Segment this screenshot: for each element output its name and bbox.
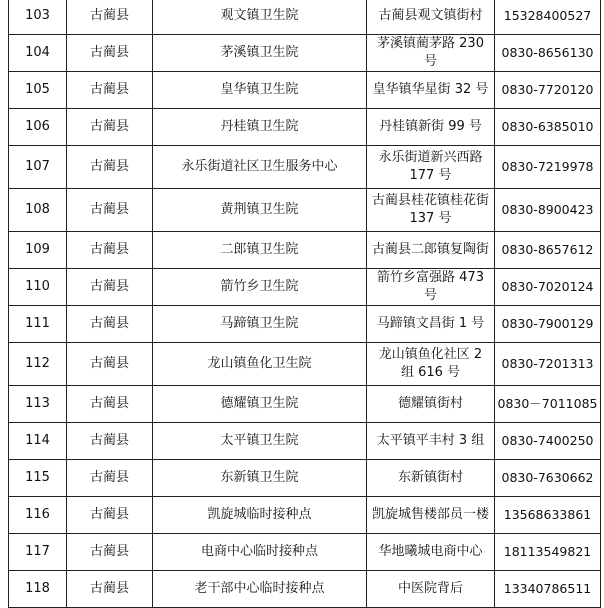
address-cell: 丹桂镇新街 99 号 [367, 109, 495, 146]
table-row [9, 386, 601, 423]
phone-cell: 13340786511 [495, 571, 601, 608]
row-number-cell: 105 [9, 72, 67, 109]
table-row [9, 423, 601, 460]
address-cell: 凯旋城售楼部员一楼 [367, 497, 495, 534]
site-name-cell: 茅溪镇卫生院 [153, 35, 367, 72]
table-row [9, 35, 601, 72]
county-cell: 古蔺县 [67, 232, 153, 269]
phone-cell: 0830-7020124 [495, 269, 601, 306]
county-cell: 古蔺县 [67, 571, 153, 608]
table-row [9, 534, 601, 571]
county-cell: 古蔺县 [67, 109, 153, 146]
phone-cell: 0830-7201313 [495, 343, 601, 386]
county-cell: 古蔺县 [67, 72, 153, 109]
county-cell: 古蔺县 [67, 423, 153, 460]
phone-cell: 0830-7219978 [495, 146, 601, 189]
county-cell: 古蔺县 [67, 269, 153, 306]
phone-cell: 0830-6385010 [495, 109, 601, 146]
county-cell: 古蔺县 [67, 497, 153, 534]
address-cell: 龙山镇鱼化社区 2 组 616 号 [367, 343, 495, 386]
address-cell: 马蹄镇文昌街 1 号 [367, 306, 495, 343]
row-number-cell: 114 [9, 423, 67, 460]
phone-cell: 13568633861 [495, 497, 601, 534]
table-row [9, 232, 601, 269]
row-number-cell: 112 [9, 343, 67, 386]
row-number-cell: 118 [9, 571, 67, 608]
row-number-cell: 113 [9, 386, 67, 423]
phone-cell: 15328400527 [495, 0, 601, 35]
address-cell: 茅溪镇蔺茅路 230 号 [367, 35, 495, 72]
phone-cell: 0830-8900423 [495, 189, 601, 232]
table-row [9, 189, 601, 232]
site-name-cell: 龙山镇鱼化卫生院 [153, 343, 367, 386]
table-row [9, 460, 601, 497]
row-number-cell: 109 [9, 232, 67, 269]
address-cell: 箭竹乡富强路 473 号 [367, 269, 495, 306]
row-number-cell: 106 [9, 109, 67, 146]
county-cell: 古蔺县 [67, 343, 153, 386]
site-name-cell: 德耀镇卫生院 [153, 386, 367, 423]
site-name-cell: 皇华镇卫生院 [153, 72, 367, 109]
site-name-cell: 马蹄镇卫生院 [153, 306, 367, 343]
site-name-cell: 太平镇卫生院 [153, 423, 367, 460]
phone-cell: 0830-8657612 [495, 232, 601, 269]
table-body [9, 0, 601, 608]
address-cell: 古蔺县桂花镇桂花街 137 号 [367, 189, 495, 232]
county-cell: 古蔺县 [67, 386, 153, 423]
table-row [9, 571, 601, 608]
site-name-cell: 二郎镇卫生院 [153, 232, 367, 269]
row-number-cell: 115 [9, 460, 67, 497]
address-cell: 古蔺县二郎镇复陶街 [367, 232, 495, 269]
county-cell: 古蔺县 [67, 189, 153, 232]
county-cell: 古蔺县 [67, 35, 153, 72]
address-cell: 永乐街道新兴西路 177 号 [367, 146, 495, 189]
table-row [9, 343, 601, 386]
site-name-cell: 东新镇卫生院 [153, 460, 367, 497]
county-cell: 古蔺县 [67, 0, 153, 35]
row-number-cell: 104 [9, 35, 67, 72]
table-row [9, 146, 601, 189]
address-cell: 中医院背后 [367, 571, 495, 608]
address-cell: 东新镇街村 [367, 460, 495, 497]
county-cell: 古蔺县 [67, 306, 153, 343]
site-name-cell: 电商中心临时接种点 [153, 534, 367, 571]
county-cell: 古蔺县 [67, 460, 153, 497]
address-cell: 古蔺县观文镇街村 [367, 0, 495, 35]
row-number-cell: 111 [9, 306, 67, 343]
address-cell: 皇华镇华星街 32 号 [367, 72, 495, 109]
table-row [9, 72, 601, 109]
phone-cell: 0830-8656130 [495, 35, 601, 72]
site-name-cell: 箭竹乡卫生院 [153, 269, 367, 306]
table-row [9, 0, 601, 35]
row-number-cell: 108 [9, 189, 67, 232]
site-name-cell: 丹桂镇卫生院 [153, 109, 367, 146]
row-number-cell: 107 [9, 146, 67, 189]
table-row [9, 306, 601, 343]
phone-cell: 0830-7400250 [495, 423, 601, 460]
row-number-cell: 103 [9, 0, 67, 35]
county-cell: 古蔺县 [67, 146, 153, 189]
row-number-cell: 116 [9, 497, 67, 534]
site-name-cell: 老干部中心临时接种点 [153, 571, 367, 608]
phone-cell: 0830－7011085 [495, 386, 601, 423]
address-cell: 太平镇平丰村 3 组 [367, 423, 495, 460]
table-row [9, 109, 601, 146]
row-number-cell: 117 [9, 534, 67, 571]
phone-cell: 0830-7900129 [495, 306, 601, 343]
table-row [9, 497, 601, 534]
phone-cell: 0830-7720120 [495, 72, 601, 109]
site-name-cell: 永乐街道社区卫生服务中心 [153, 146, 367, 189]
site-name-cell: 黄荆镇卫生院 [153, 189, 367, 232]
address-cell: 华地曦城电商中心 [367, 534, 495, 571]
phone-cell: 0830-7630662 [495, 460, 601, 497]
phone-cell: 18113549821 [495, 534, 601, 571]
address-cell: 德耀镇街村 [367, 386, 495, 423]
vaccination-sites-table [8, 0, 601, 608]
site-name-cell: 观文镇卫生院 [153, 0, 367, 35]
site-name-cell: 凯旋城临时接种点 [153, 497, 367, 534]
row-number-cell: 110 [9, 269, 67, 306]
county-cell: 古蔺县 [67, 534, 153, 571]
table-row [9, 269, 601, 306]
